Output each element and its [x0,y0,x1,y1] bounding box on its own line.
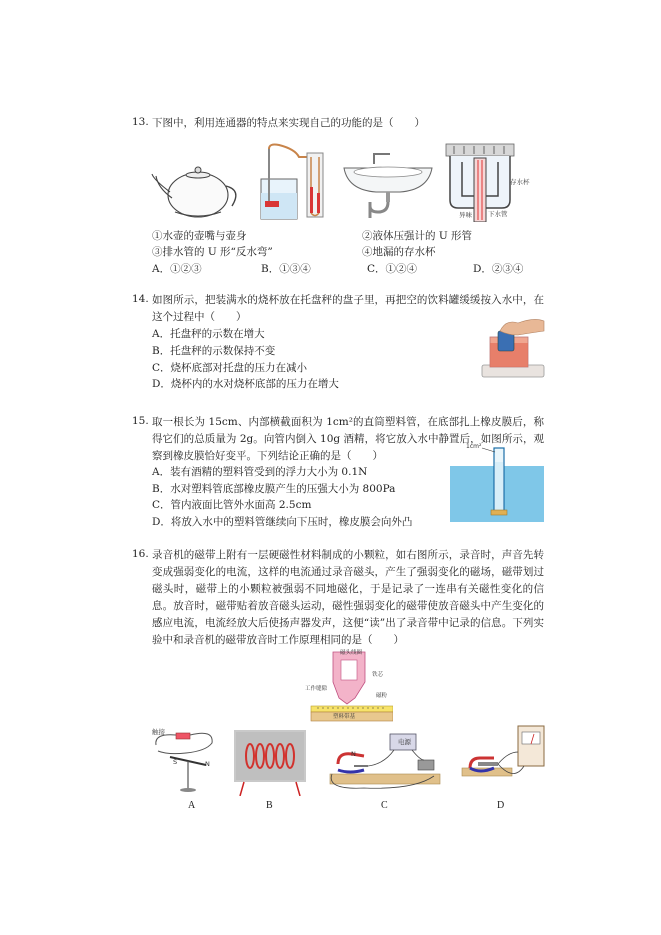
head-coil-label: 磁头线圈 [340,650,363,656]
q16-stem: 录音机的磁带上附有一层硬磁性材料制成的小颗粒，如右图所示，录音时，声音先转变成强弱变化的电流，这样的电流通过录音磁头，产生了强弱变化的磁场，磁带划过磁头时，磁带上的小颗粒被强弱不同地磁化，于是记录了一连串有关磁性变化的信息。放音时，磁带贴着放音磁头运动，磁性强弱变化的磁带使放音磁头中产生变化的感应电流，电流经放大后使扬声器发声，这便“读”出了录音带中记录的信息。下列实验中和录音机的磁带放音时工作原理相同的是（ ） [152,549,544,646]
q14-option-a: A．托盘秤的示数在增大 [152,328,265,340]
exp-a-contact-label: 触接 [152,728,165,736]
experiment-c-figure [324,730,444,792]
q15-stem: 取一根长为 15cm、内部横截面积为 1cm²的直筒塑料管，在底部扎上橡皮膜后，称得它们的总质量为 2g。向管内倒入 10g 酒精，将它放入水中静置后，如图所示，观察到橡皮膜恰好变平。下列结论正确的是（ ） [152,416,544,462]
teapot-figure [150,160,245,220]
head-base-label: 塑料带基 [333,714,356,720]
q13-option-a: A．①②③ [152,263,202,275]
exp-c-n-label: N [351,750,356,758]
q13-caption-1: ①水壶的壶嘴与壶身 [152,230,247,242]
sink-drain-figure [340,150,435,220]
q15-option-d: D．将放入水中的塑料管继续向下压时，橡皮膜会向外凸 [152,516,413,528]
q13-option-d: D．②③④ [473,263,524,275]
q14-option-b: B．托盘秤的示数保持不变 [152,345,276,357]
q16-number: 16. [132,548,149,560]
experiment-b-figure [234,730,306,796]
exp-d-caption: D [497,800,505,811]
exp-c-power-label: 电源 [398,738,411,746]
experiment-d-figure [458,722,550,792]
head-gap-label: 工作缝隙 [305,686,328,692]
exp-a-n-label: N [205,760,210,768]
exp-a-s-label: S [173,758,178,766]
q13-caption-4: ④地漏的存水杯 [362,246,436,258]
q13-number: 13. [132,116,149,128]
exp-c-caption: C [381,800,388,811]
beaker-scale-figure [478,313,548,381]
tube-in-water-figure [450,442,544,522]
q14-stem: 如图所示，把装满水的烧杯放在托盘秤的盘子里，再把空的饮料罐缓缓按入水中，在这个过程中（ ） [152,294,544,323]
exp-a-caption: A [188,800,196,811]
tube-area-label: 1cm² [466,443,482,450]
q14-option-c: C．烧杯底部对托盘的压力在减小 [152,362,308,374]
drain-cup-label: 存水杯 [510,178,530,186]
q15-option-c: C．管内液面比管外水面高 2.5cm [152,499,312,511]
q15-option-a: A．装有酒精的塑料管受到的浮力大小为 0.1N [152,466,368,478]
head-tape-label: 磁粉 [376,693,388,699]
q15-option-b: B．水对塑料管底部橡皮膜产生的压强大小为 800Pa [152,483,396,495]
q14-number: 14. [132,293,149,305]
q13-option-b: B．①③④ [261,263,311,275]
q15-number: 15. [132,415,149,427]
q14-option-d: D．烧杯内的水对烧杯底部的压力在增大 [152,378,339,390]
pressure-gauge-figure [255,143,335,223]
q13-caption-3: ③排水管的 U 形“反水弯” [152,246,273,258]
q13-option-c: C．①②④ [367,263,418,275]
q13-caption-2: ②液体压强计的 U 形管 [362,230,473,242]
q13-stem: 下图中，利用连通器的特点来实现自己的功能的是（ ） [152,117,425,129]
drain-pipe-label: 下水管 [488,210,508,218]
drain-vent-label: 异味 [459,211,472,219]
head-core-label: 铁芯 [372,672,384,678]
exp-b-caption: B [266,800,273,811]
